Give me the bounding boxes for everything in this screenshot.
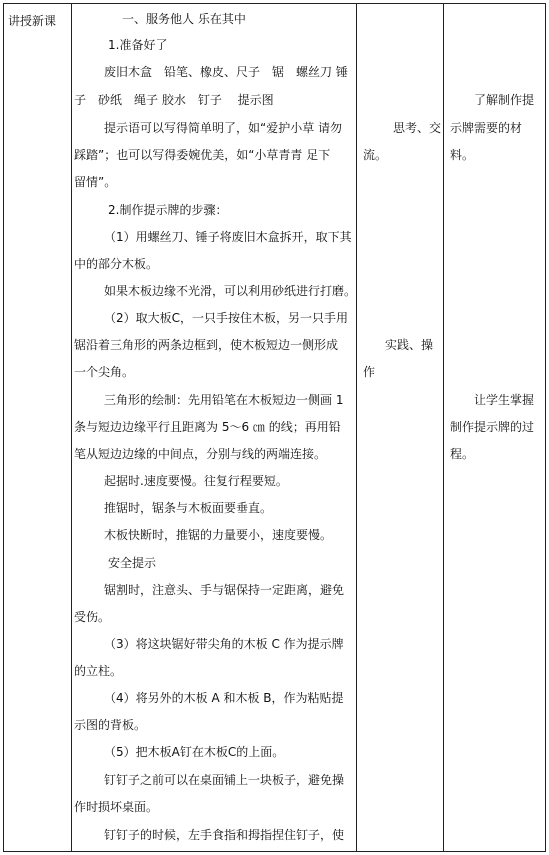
content-line: 锯割时，注意头、手与锯保持一定距离，避免 — [104, 583, 345, 597]
content-line: （1）用螺丝刀、锤子将废旧木盒拆开，取下其 — [104, 230, 352, 244]
content-line: 一、服务他人 乐在其中 — [122, 12, 246, 26]
content-line: （5）把木板A钉在木板C的上面。 — [104, 745, 285, 759]
content-line: 2.制作提示牌的步骤： — [108, 203, 228, 217]
activity-text: 思考、交 — [393, 121, 442, 135]
activity-text: 作 — [363, 365, 376, 379]
content-line: 一个尖角。 — [74, 365, 135, 379]
content-line: 起据时.速度要慢。往复行程要短。 — [104, 474, 288, 488]
content-line: 受伤。 — [74, 610, 111, 624]
content-line: （3）将这块锯好带尖角的木板 C 作为提示牌 — [104, 637, 344, 651]
content-line: 安全提示 — [108, 556, 157, 570]
content-line: 作时损坏桌面。 — [74, 800, 159, 814]
content-line: 子 砂纸 绳子 胶水 钉子 提示图 — [74, 93, 274, 107]
column-divider — [356, 3, 357, 852]
activity-text: 实践、操 — [385, 338, 434, 352]
content-line: 笔从短边边缘的中间点，分别与线的两端连接。 — [74, 447, 327, 461]
content-line: 废旧木盒 铅笔、橡皮、尺子 锯 螺丝刀 锤 — [104, 65, 348, 79]
content-line: 如果木板边缘不光滑，可以利用砂纸进行打磨。 — [104, 284, 357, 298]
section-label: 讲授新课 — [8, 14, 57, 28]
content-line: 木板快断时，推锯的力量要小，速度要慢。 — [104, 528, 333, 542]
content-line: 示图的背板。 — [74, 718, 147, 732]
content-line: 推锯时，锯条与木板面要垂直。 — [104, 501, 273, 515]
content-line: （4）将另外的木板 A 和木板 B，作为粘贴提 — [104, 691, 344, 705]
purpose-text: 料。 — [450, 148, 475, 162]
content-line: 三角形的绘制：先用铅笔在木板短边一侧画 1 — [104, 393, 344, 407]
content-line: （2）取大板C，一只手按住木板，另一只手用 — [104, 311, 349, 325]
content-line: 提示语可以写得简单明了，如“爱护小草 请勿 — [104, 121, 343, 135]
purpose-text: 了解制作提 — [474, 93, 535, 107]
purpose-text: 程。 — [450, 447, 475, 461]
purpose-text: 示牌需要的材 — [450, 121, 523, 135]
content-line: 钉钉子的时候，左手食指和拇指捏住钉子，使 — [104, 828, 345, 842]
content-line: 1.准备好了 — [108, 38, 168, 52]
content-line: 条与短边边缘平行且距离为 5～6 ㎝ 的线；再用铅 — [74, 420, 341, 434]
content-line: 踩踏”；也可以写得委婉优美，如“小草青青 足下 — [74, 148, 331, 162]
content-line: 留情”。 — [74, 175, 117, 189]
purpose-text: 让学生掌握 — [474, 393, 535, 407]
content-line: 的立柱。 — [74, 664, 123, 678]
column-divider — [71, 3, 72, 852]
content-line: 中的部分木板。 — [74, 257, 159, 271]
activity-text: 流。 — [363, 148, 388, 162]
purpose-text: 制作提示牌的过 — [450, 420, 535, 434]
column-divider — [443, 3, 444, 852]
content-line: 钉钉子之前可以在桌面铺上一块板子，避免操 — [104, 773, 345, 787]
content-line: 锯沿着三角形的两条边框到，使木板短边一侧形成 — [74, 338, 339, 352]
